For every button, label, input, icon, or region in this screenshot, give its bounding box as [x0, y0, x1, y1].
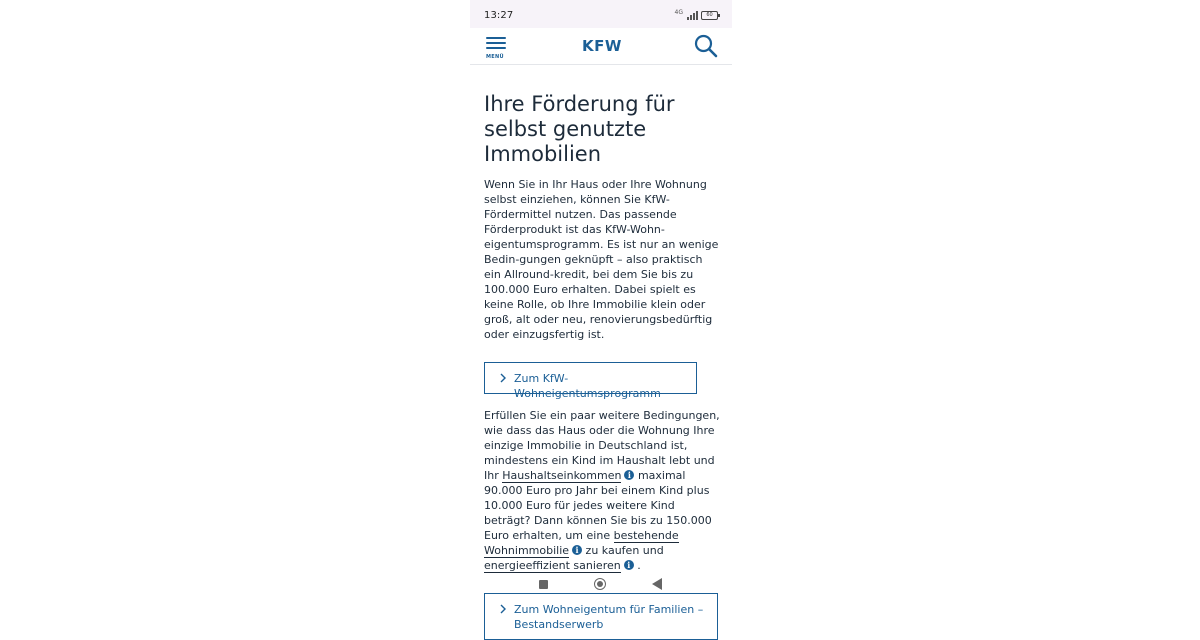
system-nav-bar — [470, 572, 732, 600]
family-text-2: maximal 90.000 Euro pro Jahr bei einem Kind plus 10.000 Euro für jedes weitere Kind beträgt? Dann können Sie bis zu 150.000 Euro erhalten, um eine — [484, 469, 712, 542]
haushaltseinkommen-link[interactable]: Haushaltseinkommen — [502, 469, 622, 482]
app-header — [470, 28, 732, 65]
search-button[interactable] — [693, 33, 719, 59]
cta2-label: Zum Wohneigentum für Familien – Bestandserwerb — [514, 603, 704, 631]
status-bar — [470, 0, 732, 28]
menu-label: MENÜ — [486, 54, 504, 60]
recents-icon[interactable] — [539, 580, 548, 589]
status-time: 13:27 — [484, 10, 514, 21]
page-title: Ihre Förderung für selbst genutzte Immobilien — [484, 92, 675, 166]
battery-level: 60 — [706, 11, 713, 18]
main-content — [484, 92, 720, 640]
status-icons — [675, 10, 718, 20]
search-icon — [693, 33, 719, 59]
menu-icon — [486, 37, 506, 39]
family-paragraph — [484, 408, 720, 573]
chevron-right-icon — [499, 604, 507, 614]
chevron-right-icon — [499, 373, 507, 383]
kfw-logo[interactable]: KFW — [582, 37, 622, 55]
wohnimmobilie-link[interactable]: bestehende Wohnimmobilie — [484, 529, 679, 557]
menu-icon-bar — [486, 47, 506, 49]
bestandserwerb-link-button[interactable] — [484, 593, 718, 640]
menu-button[interactable] — [486, 37, 506, 60]
family-text-3: zu kaufen und — [582, 544, 664, 557]
signal-icon — [687, 11, 698, 20]
phone-screen — [470, 0, 732, 631]
home-icon[interactable] — [594, 578, 606, 590]
menu-icon-bar — [486, 42, 506, 44]
family-text-4: . — [633, 559, 641, 572]
battery-icon — [701, 11, 718, 20]
sanieren-link[interactable]: energieeffizient sanieren — [484, 559, 621, 572]
intro-paragraph: Wenn Sie in Ihr Haus oder Ihre Wohnung selbst einziehen, können Sie KfW-Fördermittel nutzen. Das passende Förderprodukt ist das KfW-Wohn-eigentumsprogramm. Es ist nur an wenige Bedin-gungen geknüpft – also praktisch ein Allround-kredit, bei dem Sie bis zu 100.000 Euro erhalten. Dabei spielt es keine Rolle, ob Ihre Immobilie klein oder groß, alt oder neu, renovierungsbedürftig oder einzugsfertig ist. — [484, 178, 719, 341]
info-icon[interactable]: i — [572, 545, 582, 555]
cta1-label: Zum KfW-Wohneigentumsprogramm — [514, 372, 661, 400]
back-icon[interactable] — [652, 578, 662, 590]
info-icon[interactable]: i — [624, 560, 634, 570]
family-text-1: Erfüllen Sie ein paar weitere Bedingungen, wie dass das Haus oder die Wohnung Ihre einzige Immobilie in Deutschland ist, mindestens ein Kind im Haushalt lebt und Ihr — [484, 409, 720, 482]
network-type: 4G — [674, 8, 683, 16]
info-icon[interactable]: i — [624, 470, 634, 480]
wohneigentumsprogramm-link-button[interactable] — [484, 362, 697, 400]
